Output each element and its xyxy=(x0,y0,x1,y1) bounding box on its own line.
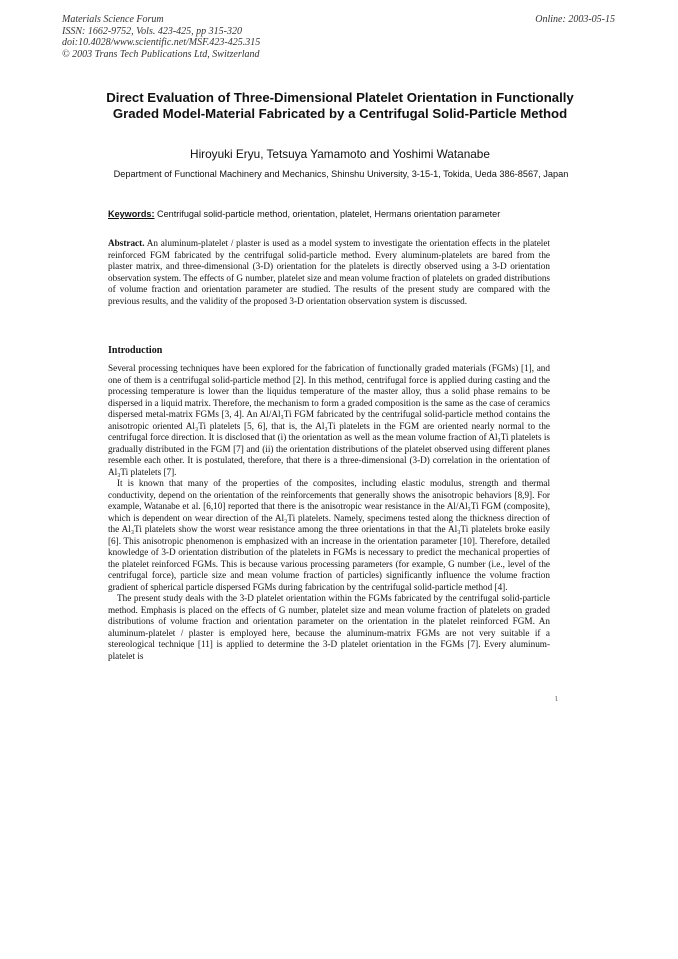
keywords-label: Keywords: xyxy=(108,209,155,219)
issn-line: ISSN: 1662-9752, Vols. 423-425, pp 315-320 xyxy=(62,25,242,37)
copyright-line: © 2003 Trans Tech Publications Ltd, Switzerland xyxy=(62,48,260,60)
intro-paragraph-2: It is known that many of the properties of the composites, including elastic modulus, strength and thermal conductivity, depend on the orientation of the reinforcements that generally shows the anisotropic behaviors [8,9]. For example, Watanabe et al. [6,10] reported that there is the anisotropic wear resistance in the Al/Al₃Ti FGM (composite), which is dependent on wear direction of the Al₃Ti platelets. Namely, specimens tested along the thickness direction of the Al₃Ti platelets show the worst wear resistance among the three orientations in that the Al₃Ti platelets broke easily [6]. This anisotropic phenomenon is emphasized with an increase in the orientation parameter [10]. Therefore, detailed knowledge of 3-D orientation distribution of the platelets in FGMs is necessary to predict the mechanical properties of the platelet reinforced FGMs. This is because various processing parameters (for example, G number (i.e., level of the centrifugal force), particle size and mean volume fraction of particles) significantly influence the volume fraction gradient of spherical particle dispersed FGMs during fabrication by the centrifugal solid-particle method [4]. xyxy=(108,478,550,592)
introduction-heading: Introduction xyxy=(108,345,163,356)
paper-title: Direct Evaluation of Three-Dimensional Platelet Orientation in Functionally Graded Model-Material Fabricated by a Centrifugal Solid-Particle Method xyxy=(106,90,574,122)
abstract xyxy=(108,238,550,307)
journal-name: Materials Science Forum xyxy=(62,14,164,25)
margin-mark: ι xyxy=(555,693,558,704)
journal-header xyxy=(62,14,260,60)
online-date: Online: 2003-05-15 xyxy=(535,14,615,25)
intro-paragraph-3: The present study deals with the 3-D platelet orientation within the FGMs fabricated by the centrifugal solid-particle method. Emphasis is placed on the effects of G number, platelet size and mean volume fraction of platelets on graded distributions of volume fraction and orientation parameter on the orientation in the platelet reinforced FGM. An aluminum-platelet / plaster is employed here, because the aluminum-matrix FGMs are not very suitable if a stereological technique [11] is applied to determine the 3-D platelet orientation in the FGMs [7]. Every aluminum-platelet is xyxy=(108,593,550,661)
affiliation: Department of Functional Machinery and Mechanics, Shinshu University, 3-15-1, Tokida, Ueda 386-8567, Japan xyxy=(113,169,569,179)
author-list: Hiroyuki Eryu, Tetsuya Yamamoto and Yoshimi Watanabe xyxy=(190,147,490,161)
doi-line: doi:10.4028/www.scientific.net/MSF.423-425.315 xyxy=(62,37,261,48)
abstract-text: An aluminum-platelet / plaster is used as a model system to investigate the orientation effects in the platelet reinforced FGM fabricated by the centrifugal solid-particle method. Every aluminum-platelets are bared from the plaster matrix, and three-dimensional (3-D) orientation for the platelets is directly observed using a 3-D orientation observation system. The effects of G number, platelet size and mean volume fraction of platelets on graded distributions of volume fraction and orientation parameter are studied. The results of the present study are compared with the previous results, and the validity of the proposed 3-D orientation observation system is discussed. xyxy=(108,238,550,306)
keywords-text: Centrifugal solid-particle method, orientation, platelet, Hermans orientation parameter xyxy=(157,209,501,219)
keywords-line xyxy=(108,209,578,219)
abstract-label: Abstract. xyxy=(108,238,145,248)
intro-paragraph-1: Several processing techniques have been explored for the fabrication of functionally graded materials (FGMs) [1], and one of them is a centrifugal solid-particle method [2]. In this method, centrifugal force is applied during casting and the processing temperature is lower than the liquidus temperature of the master alloy, thus a solid phase remains to be dispersed in a liquid matrix. Therefore, the mechanism to form a graded composition is the same as the case of ceramics dispersed metal-matrix FGMs [3, 4]. An Al/Al₃Ti FGM fabricated by the centrifugal solid-particle method contains the anisotropic oriented Al₃Ti platelets [5, 6], that is, the Al₃Ti platelets in the FGM are oriented nearly normal to the centrifugal force direction. It is disclosed that (i) the orientation as well as the mean volume fraction of Al₃Ti platelets is gradually distributed in the FGM [7] and (ii) the orientation distributions of the platelet observed using different planes resemble each other. It is postulated, therefore, that there is a three-dimensional (3-D) correlation in the orientation of Al₃Ti platelets [7]. xyxy=(108,363,550,477)
introduction-body xyxy=(108,363,550,662)
